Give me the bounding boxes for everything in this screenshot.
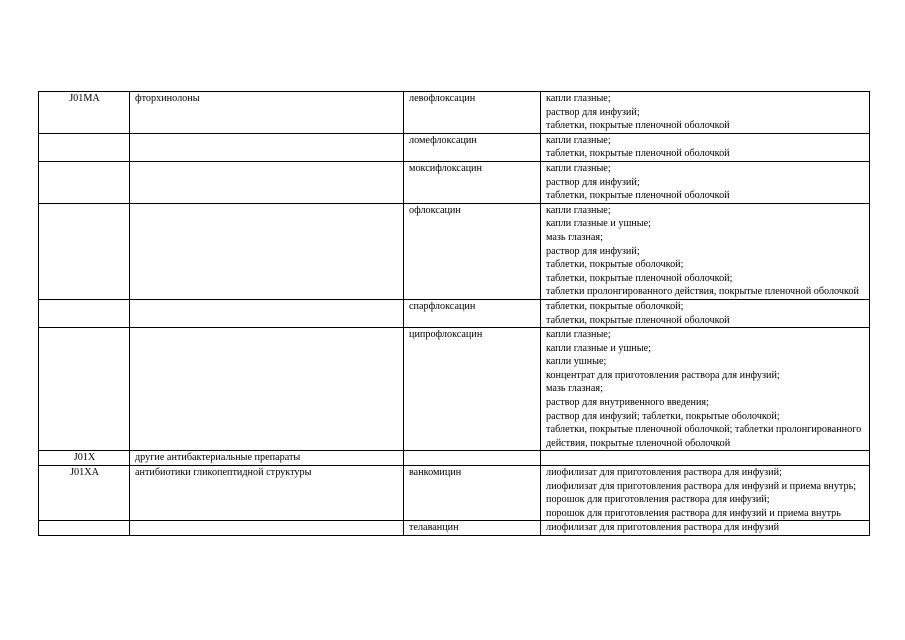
table-row xyxy=(39,92,870,134)
table-row xyxy=(39,161,870,203)
dosage-form: капли глазные; xyxy=(546,93,611,104)
dosage-form: раствор для инфузий; xyxy=(546,245,640,257)
table-row xyxy=(39,328,870,451)
dosage-form: таблетки, покрытые пленочной оболочкой xyxy=(546,190,730,202)
table-row xyxy=(39,299,870,327)
group-name-cell: другие антибактериальные препараты xyxy=(130,451,404,466)
dosage-form: капли глазные; xyxy=(546,162,611,174)
dosage-forms-cell xyxy=(541,521,870,536)
dosage-form: таблетки, покрытые пленочной оболочкой xyxy=(546,148,730,160)
atc-code-cell xyxy=(39,133,130,161)
drug-table-body xyxy=(39,92,870,536)
atc-code-cell xyxy=(39,521,130,536)
dosage-form: мазь глазная; xyxy=(546,383,603,395)
group-name-cell xyxy=(130,203,404,299)
atc-code-cell: J01MA xyxy=(39,92,130,134)
dosage-form: раствор для инфузий; таблетки, покрытые оболочкой; xyxy=(546,410,780,422)
drug-name-cell: офлоксацин xyxy=(404,203,541,299)
dosage-forms-cell xyxy=(541,328,870,451)
drug-name-cell: телаванцин xyxy=(404,521,541,536)
table-row xyxy=(39,133,870,161)
dosage-form: порошок для приготовления раствора для инфузий; xyxy=(546,494,770,506)
group-name-cell: фторхинолоны xyxy=(130,92,404,134)
drug-name-cell: ванкомицин xyxy=(404,466,541,521)
table-row xyxy=(39,451,870,466)
dosage-form: лиофилизат для приготовления раствора для инфузий xyxy=(546,522,780,534)
atc-code-cell: J01X xyxy=(39,451,130,466)
atc-code-cell: J01XA xyxy=(39,466,130,521)
dosage-form: капли глазные и ушные; xyxy=(546,342,651,354)
dosage-form: мазь глазная; xyxy=(546,231,603,243)
dosage-form: порошок для приготовления раствора для инфузий и приема внутрь xyxy=(546,507,841,519)
dosage-forms-cell xyxy=(541,451,870,466)
group-name-cell xyxy=(130,328,404,451)
group-name-cell xyxy=(130,161,404,203)
dosage-forms-cell xyxy=(541,161,870,203)
group-name-cell xyxy=(130,133,404,161)
dosage-form: концентрат для приготовления раствора для инфузий; xyxy=(546,369,780,381)
table-row xyxy=(39,203,870,299)
dosage-form: раствор для инфузий; xyxy=(546,176,640,188)
atc-code-cell xyxy=(39,203,130,299)
dosage-forms-cell xyxy=(541,203,870,299)
drug-name-cell: спарфлоксацин xyxy=(404,299,541,327)
dosage-form: раствор для внутривенного введения; xyxy=(546,397,709,409)
table-row xyxy=(39,466,870,521)
dosage-form: таблетки, покрытые пленочной оболочкой xyxy=(546,314,730,326)
dosage-form: таблетки, покрытые оболочкой; xyxy=(546,259,684,271)
dosage-form: капли глазные; xyxy=(546,204,611,216)
dosage-form: таблетки, покрытые оболочкой; xyxy=(546,300,684,312)
drug-name-cell: ломефлоксацин xyxy=(404,133,541,161)
dosage-form: таблетки пролонгированного действия, покрытые пленочной оболочкой xyxy=(546,286,859,298)
dosage-forms-cell xyxy=(541,299,870,327)
dosage-forms-cell xyxy=(541,92,870,134)
dosage-form: капли ушные; xyxy=(546,356,607,368)
dosage-form: капли глазные и ушные; xyxy=(546,218,651,230)
dosage-forms-cell xyxy=(541,133,870,161)
group-name-cell xyxy=(130,299,404,327)
atc-code-cell xyxy=(39,328,130,451)
dosage-form: капли глазные; xyxy=(546,329,611,341)
drug-name-cell: моксифлоксацин xyxy=(404,161,541,203)
table-row xyxy=(39,521,870,536)
dosage-form: таблетки, покрытые пленочной оболочкой xyxy=(546,120,730,132)
dosage-form: лиофилизат для приготовления раствора для инфузий; xyxy=(546,467,782,479)
group-name-cell: антибиотики гликопептидной структуры xyxy=(130,466,404,521)
dosage-form: таблетки, покрытые пленочной оболочкой; таблетки пролонгированного действия, покрытые пленочной оболочкой xyxy=(546,424,862,449)
drug-name-cell: левофлоксацин xyxy=(404,92,541,134)
drug-name-cell xyxy=(404,451,541,466)
drug-table xyxy=(38,91,870,536)
drug-name-cell: ципрофлоксацин xyxy=(404,328,541,451)
dosage-forms-cell xyxy=(541,466,870,521)
dosage-form: таблетки, покрытые пленочной оболочкой; xyxy=(546,272,733,284)
atc-code-cell xyxy=(39,299,130,327)
dosage-form: лиофилизат для приготовления раствора для инфузий и приема внутрь; xyxy=(546,480,857,492)
dosage-form: раствор для инфузий; xyxy=(546,106,640,118)
group-name-cell xyxy=(130,521,404,536)
atc-code-cell xyxy=(39,161,130,203)
dosage-form: капли глазные; xyxy=(546,134,611,146)
